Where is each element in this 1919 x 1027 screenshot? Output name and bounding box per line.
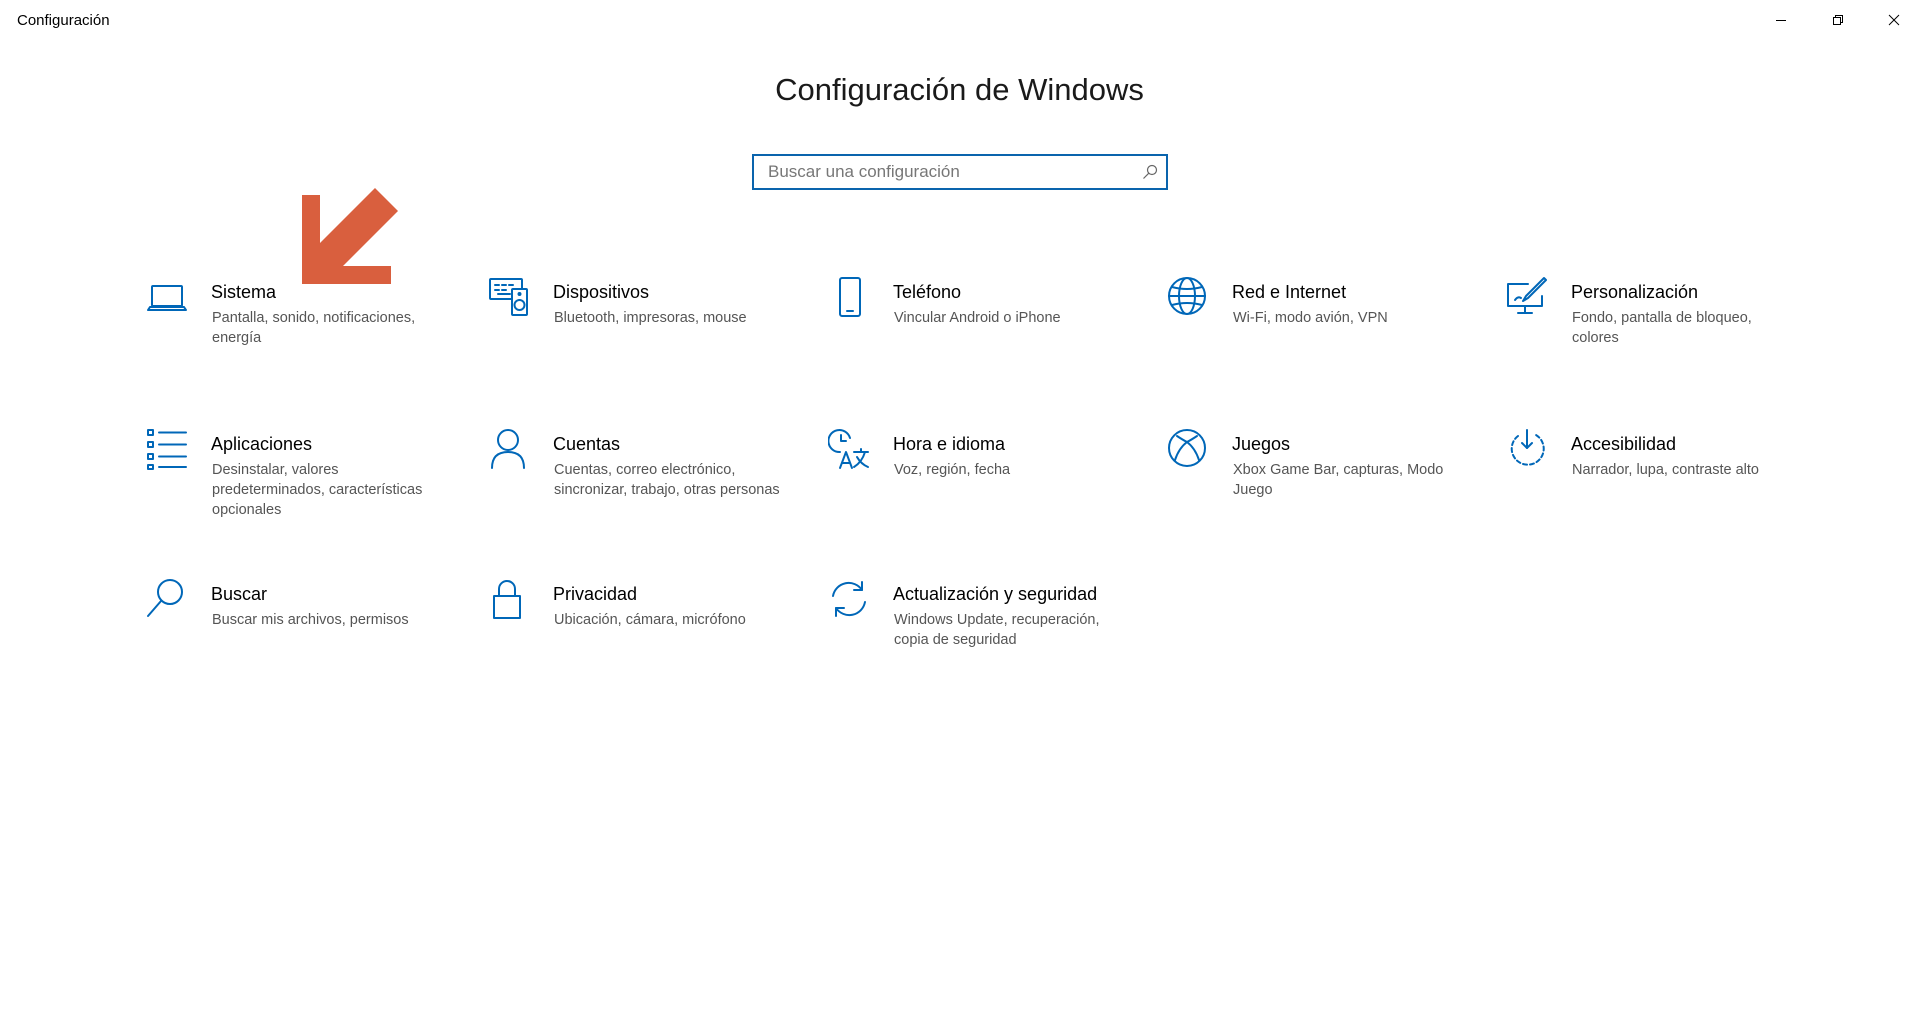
tile-description: Wi-Fi, modo avión, VPN [1233,310,1388,326]
apps-list-icon [146,428,190,472]
tile-buscar[interactable] [146,578,446,688]
tile-hora-idioma[interactable] [828,428,1128,538]
globe-icon [1167,276,1211,320]
tile-description: Vincular Android o iPhone [894,310,1061,326]
tile-personalizacion[interactable] [1506,276,1806,386]
xbox-icon [1167,428,1211,472]
minimize-button[interactable] [1753,0,1809,40]
tile-description: Buscar mis archivos, permisos [212,612,409,628]
tile-name: Actualización y seguridad [893,584,1098,604]
tile-name: Hora e idioma [893,434,1006,454]
tile-description: Narrador, lupa, contraste alto [1572,462,1759,478]
tile-name: Privacidad [553,584,638,604]
tile-aplicaciones[interactable] [146,428,446,538]
app-title: Configuración [17,12,110,29]
tile-name: Sistema [211,282,277,302]
restore-button[interactable] [1810,0,1866,40]
tile-name: Dispositivos [553,282,650,302]
tile-description: Xbox Game Bar, capturas, Modo Juego [1233,462,1444,498]
tile-description: Bluetooth, impresoras, mouse [554,310,747,326]
personalization-icon [1506,276,1550,320]
annotation-arrow-icon [302,188,398,284]
page-title: Configuración de Windows [775,72,1144,107]
person-icon [488,428,532,472]
laptop-icon [146,276,190,320]
tile-cuentas[interactable] [488,428,788,538]
tile-description: Voz, región, fecha [894,462,1011,478]
tile-name: Buscar [211,584,268,604]
search-icon [146,578,190,622]
tile-red-internet[interactable] [1167,276,1467,386]
devices-icon [488,276,532,320]
tile-privacidad[interactable] [488,578,788,688]
accessibility-icon [1506,428,1550,472]
search-box[interactable] [752,154,1168,190]
tile-description: Ubicación, cámara, micrófono [554,612,746,628]
tile-name: Teléfono [893,282,962,302]
minimize-icon [1775,14,1787,26]
tile-juegos[interactable] [1167,428,1467,538]
tile-name: Red e Internet [1232,282,1347,302]
close-icon [1888,14,1900,26]
tile-name: Juegos [1232,434,1291,454]
tile-name: Aplicaciones [211,434,313,454]
tile-description: Fondo, pantalla de bloqueo, colores [1572,310,1752,346]
restore-icon [1832,14,1844,26]
close-button[interactable] [1866,0,1919,40]
tile-description: Desinstalar, valores predeterminados, características opcionales [212,462,423,518]
tile-name: Personalización [1571,282,1699,302]
update-icon [828,578,872,622]
tile-dispositivos[interactable] [488,276,788,386]
tile-description: Cuentas, correo electrónico, sincronizar, trabajo, otras personas [554,462,780,498]
tile-actualizacion-seguridad[interactable] [828,578,1128,688]
phone-icon [828,276,872,320]
tile-name: Accesibilidad [1571,434,1677,454]
lock-icon [488,578,532,622]
search-input[interactable] [754,156,1138,188]
search-magnifier-icon[interactable] [1142,164,1158,180]
tile-description: Pantalla, sonido, notificaciones, energía [212,310,416,346]
tile-accesibilidad[interactable] [1506,428,1806,538]
title-bar [0,0,1919,42]
tile-description: Windows Update, recuperación, copia de seguridad [894,612,1100,648]
time-language-icon [828,428,872,472]
tile-name: Cuentas [553,434,621,454]
tile-sistema[interactable] [146,276,446,386]
tile-telefono[interactable] [828,276,1128,386]
